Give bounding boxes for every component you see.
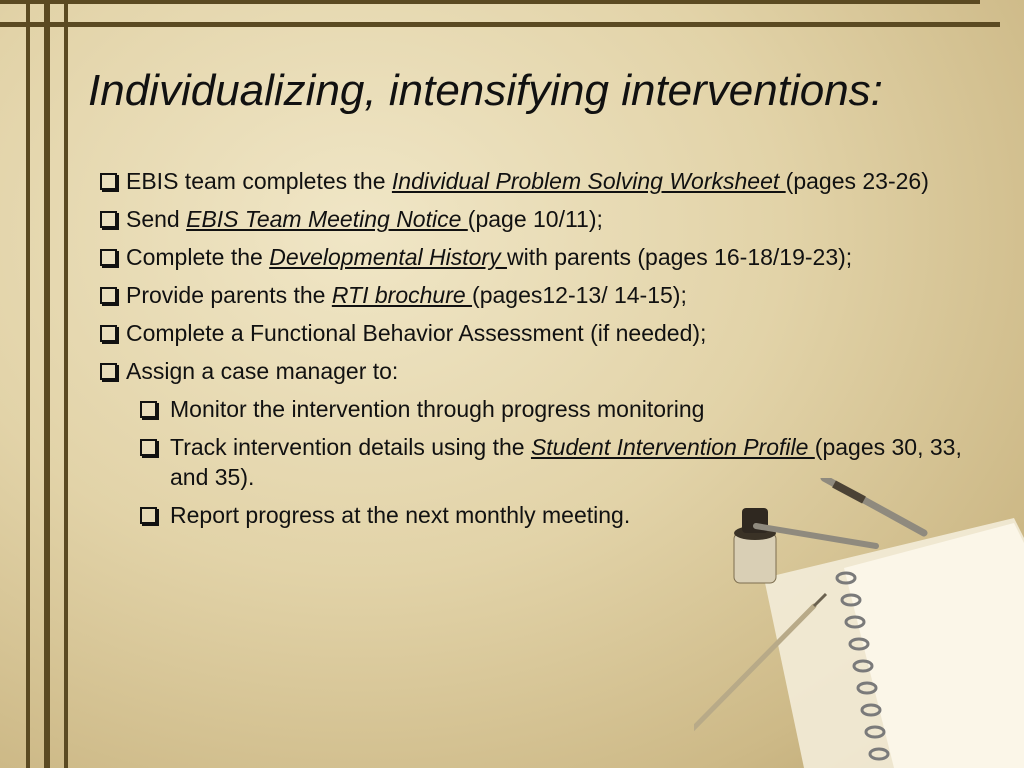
developmental-history-link[interactable]: Developmental History bbox=[269, 244, 507, 270]
desk-illustration bbox=[694, 478, 1024, 768]
list-item bbox=[100, 242, 1000, 272]
item-text: Report progress at the next monthly meeting. bbox=[170, 502, 631, 528]
checkbox-bullet-icon bbox=[100, 325, 117, 342]
rti-brochure-link[interactable]: RTI brochure bbox=[331, 282, 473, 308]
item-text: Complete the bbox=[126, 244, 270, 270]
item-text: (pages12-13/ 14-15); bbox=[472, 282, 687, 308]
checkbox-bullet-icon bbox=[100, 173, 117, 190]
list-item bbox=[100, 204, 1000, 234]
item-text: (page 10/11); bbox=[467, 206, 603, 232]
frame-line-left-1 bbox=[26, 0, 30, 768]
ink-bottle-illustration bbox=[734, 508, 776, 583]
frame-line-top-2 bbox=[0, 22, 1000, 27]
item-text: Assign a case manager to: bbox=[126, 358, 399, 384]
sub-list-item bbox=[140, 394, 1000, 424]
checkbox-bullet-icon bbox=[140, 507, 157, 524]
frame-line-left-3 bbox=[64, 0, 68, 768]
checkbox-bullet-icon bbox=[100, 363, 117, 380]
item-text: Monitor the intervention through progress monitoring bbox=[170, 396, 705, 422]
list-item bbox=[100, 356, 1000, 386]
item-text: Send bbox=[126, 206, 187, 232]
checkbox-bullet-icon bbox=[140, 439, 157, 456]
list-item bbox=[100, 318, 1000, 348]
item-text: Provide parents the bbox=[126, 282, 332, 308]
slide-title: Individualizing, intensifying interventions: bbox=[88, 66, 883, 115]
list-item bbox=[100, 166, 1000, 196]
worksheet-link[interactable]: Individual Problem Solving Worksheet bbox=[391, 168, 786, 194]
checkbox-bullet-icon bbox=[140, 401, 157, 418]
item-text: with parents (pages 16-18/19-23); bbox=[506, 244, 853, 270]
checkbox-bullet-icon bbox=[100, 211, 117, 228]
frame-line-left-2 bbox=[44, 0, 50, 768]
item-text: Complete a Functional Behavior Assessment (if needed); bbox=[126, 320, 707, 346]
item-text: Track intervention details using the bbox=[170, 434, 531, 460]
checkbox-bullet-icon bbox=[100, 287, 117, 304]
intervention-profile-link[interactable]: Student Intervention Profile bbox=[530, 434, 815, 460]
notebook-illustration bbox=[764, 518, 1024, 768]
item-text: (pages 30, 33, and 35). bbox=[170, 434, 962, 490]
item-text: EBIS team completes the bbox=[126, 168, 392, 194]
frame-line-top-1 bbox=[0, 0, 980, 4]
meeting-notice-link[interactable]: EBIS Team Meeting Notice bbox=[186, 206, 468, 232]
item-text: (pages 23-26) bbox=[785, 168, 929, 194]
checkbox-bullet-icon bbox=[100, 249, 117, 266]
list-item bbox=[100, 280, 1000, 310]
